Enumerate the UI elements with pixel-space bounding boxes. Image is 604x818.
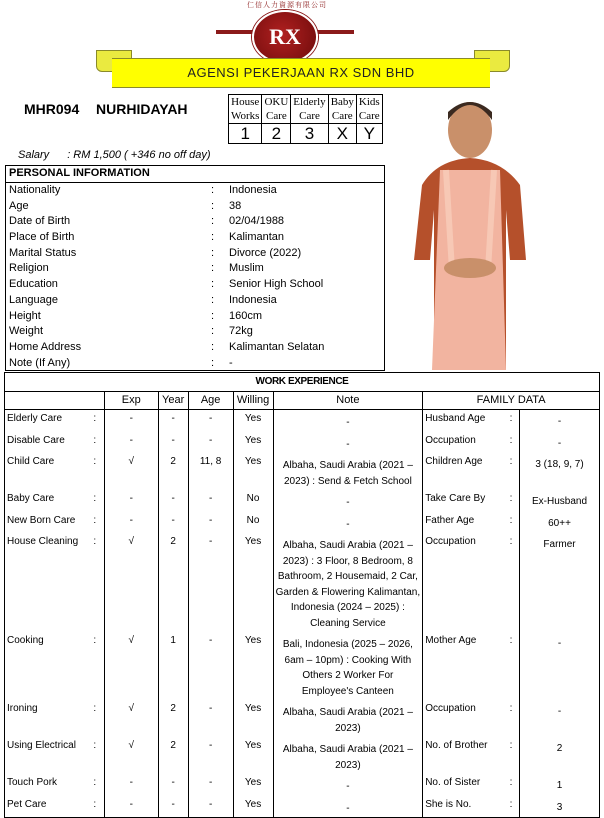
field-label: Nationality (9, 184, 61, 196)
colon-separator: : (91, 453, 104, 490)
field-value: 160cm (229, 309, 263, 322)
field-label: Marital Status (9, 246, 77, 259)
skill-value: 3 (291, 124, 328, 144)
colon-separator: : (508, 632, 520, 700)
colon-separator: : (211, 340, 215, 353)
personal-info-row (6, 309, 384, 325)
family-value: - (520, 432, 600, 454)
colon-separator: : (211, 293, 215, 306)
willing-value: Yes (233, 700, 273, 737)
personal-info-row (6, 183, 384, 199)
family-label: No. of Brother (425, 740, 488, 751)
family-label: Occupation (425, 536, 476, 547)
note-value: - (273, 432, 423, 454)
field-label: Place of Birth (9, 231, 75, 244)
colon-separator: : (211, 309, 215, 322)
note-value: Albaha, Saudi Arabia (2021 – 2023) : Send & Fetch School (273, 453, 423, 490)
field-value: Muslim (229, 262, 264, 275)
willing-value: Yes (233, 774, 273, 796)
field-label: Date of Birth (9, 215, 71, 228)
logo-chinese-text: 仁信人力資源有限公司 (247, 2, 327, 9)
skill-name: Using Electrical (5, 737, 92, 774)
note-value: Albaha, Saudi Arabia (2021 – 2023) (273, 700, 423, 737)
year-value: - (158, 796, 188, 818)
family-label: Take Care By (425, 493, 486, 504)
skill-name: Elderly Care (5, 410, 92, 432)
agency-logo (252, 10, 318, 64)
exp-value: √ (104, 700, 158, 737)
skill-value: 2 (262, 124, 291, 144)
year-value: - (158, 410, 188, 432)
note-value: - (273, 796, 423, 818)
skill-name: Baby Care (5, 490, 92, 512)
willing-value: Yes (233, 533, 273, 632)
family-value: - (520, 410, 600, 432)
colon-separator: : (211, 262, 215, 275)
colon-separator: : (91, 774, 104, 796)
field-label: Language (9, 293, 58, 306)
colon-separator: : (508, 410, 520, 432)
age-value: - (188, 512, 233, 534)
skill-value: 1 (229, 124, 262, 144)
company-name: AGENSI PEKERJAAN RX SDN BHD (187, 65, 415, 80)
colon-separator: : (508, 432, 520, 454)
willing-value: Yes (233, 453, 273, 490)
colon-separator: : (91, 533, 104, 632)
family-value: - (520, 700, 600, 737)
exp-value: √ (104, 737, 158, 774)
willing-value: Yes (233, 632, 273, 700)
year-value: 1 (158, 632, 188, 700)
age-value: - (188, 632, 233, 700)
colon-separator: : (508, 737, 520, 774)
skill-rating-table (228, 94, 383, 144)
field-value: 72kg (229, 325, 253, 338)
willing-value: No (233, 512, 273, 534)
field-label: Religion (9, 262, 49, 275)
work-experience-row (5, 774, 600, 796)
age-value: - (188, 700, 233, 737)
column-header: Age (188, 391, 233, 410)
colon-separator: : (508, 512, 520, 534)
field-label: Note (If Any) (9, 356, 71, 369)
field-label: Weight (9, 325, 44, 338)
exp-value: - (104, 774, 158, 796)
work-experience-row (5, 533, 600, 632)
family-value: - (520, 632, 600, 700)
colon-separator: : (211, 215, 215, 228)
work-experience-row (5, 700, 600, 737)
willing-value: No (233, 490, 273, 512)
skill-header: Baby Care (328, 95, 356, 124)
field-value: Divorce (2022) (229, 246, 302, 259)
work-experience-row (5, 632, 600, 700)
willing-value: Yes (233, 410, 273, 432)
field-value: Kalimantan (229, 231, 285, 244)
colon-separator: : (211, 199, 215, 212)
age-value: - (188, 410, 233, 432)
exp-value: - (104, 432, 158, 454)
candidate-photo (402, 90, 552, 370)
year-value: - (158, 432, 188, 454)
family-label: Mother Age (425, 635, 477, 646)
family-label: Father Age (425, 514, 475, 526)
year-value: - (158, 774, 188, 796)
skill-header: OKU Care (262, 95, 291, 124)
year-value: - (158, 490, 188, 512)
colon-separator: : (211, 325, 215, 338)
skill-value: Y (356, 124, 382, 144)
field-value: Indonesia (229, 293, 277, 306)
personal-info-row (6, 324, 384, 340)
note-value: Albaha, Saudi Arabia (2021 – 2023) : 3 Floor, 8 Bedroom, 8 Bathroom, 2 Housemaid, 2 Car, Garden & Flowering Kalimantan, Indonesia (2024 – 2025) : Cleaning Service (273, 533, 423, 632)
family-label: Occupation (425, 703, 476, 714)
family-label: Occupation (425, 434, 476, 446)
colon-separator: : (211, 184, 215, 196)
willing-value: Yes (233, 796, 273, 818)
exp-value: √ (104, 453, 158, 490)
age-value: - (188, 796, 233, 818)
exp-value: - (104, 410, 158, 432)
work-experience-row (5, 490, 600, 512)
year-value: 2 (158, 737, 188, 774)
willing-value: Yes (233, 737, 273, 774)
field-value: Indonesia (229, 184, 277, 196)
personal-info-row (6, 340, 384, 356)
colon-separator: : (211, 356, 215, 369)
exp-value: √ (104, 632, 158, 700)
exp-value: - (104, 512, 158, 534)
skill-name: New Born Care (5, 512, 92, 534)
year-value: 2 (158, 453, 188, 490)
colon-separator: : (508, 796, 520, 818)
candidate-code: MHR094 (24, 101, 80, 117)
skill-name: Child Care (5, 453, 92, 490)
colon-separator: : (91, 700, 104, 737)
personal-info-row (6, 214, 384, 230)
work-experience-row (5, 410, 600, 432)
skill-header: Elderly Care (291, 95, 328, 124)
skill-name: Disable Care (5, 432, 92, 454)
age-value: - (188, 737, 233, 774)
candidate-name: NURHIDAYAH (96, 101, 188, 117)
age-value: - (188, 533, 233, 632)
year-value: 2 (158, 700, 188, 737)
personal-info-row (6, 277, 384, 293)
age-value: - (188, 774, 233, 796)
exp-value: √ (104, 533, 158, 632)
field-label: Education (9, 278, 58, 291)
personal-info-row (6, 230, 384, 246)
personal-info-row (6, 293, 384, 309)
family-value: 3 (18, 9, 7) (520, 453, 600, 490)
colon-separator: : (508, 700, 520, 737)
salary-label: Salary (18, 149, 50, 161)
colon-separator: : (508, 453, 520, 490)
skill-value: X (328, 124, 356, 144)
willing-value: Yes (233, 432, 273, 454)
family-value: Farmer (520, 533, 600, 632)
exp-value: - (104, 490, 158, 512)
family-value: Ex-Husband (520, 490, 600, 512)
colon-separator: : (508, 533, 520, 632)
field-value: Kalimantan Selatan (229, 340, 325, 353)
column-header: Exp (104, 391, 158, 410)
field-label: Age (9, 199, 29, 212)
field-value: - (229, 356, 233, 369)
note-value: - (273, 490, 423, 512)
column-header: Willing (233, 391, 273, 410)
colon-separator: : (91, 632, 104, 700)
column-header (5, 391, 105, 410)
skill-header: House Works (229, 95, 262, 124)
column-header: FAMILY DATA (423, 391, 600, 410)
skill-name: Ironing (5, 700, 92, 737)
personal-information-section (5, 165, 385, 371)
colon-separator: : (211, 231, 215, 244)
section-title: PERSONAL INFORMATION (6, 166, 384, 183)
note-value: Bali, Indonesia (2025 – 2026, 6am – 10pm) : Cooking With Others 2 Worker For Employee's Canteen (273, 632, 423, 700)
logo-text: RX (269, 24, 301, 49)
age-value: 11, 8 (188, 453, 233, 490)
note-value: Albaha, Saudi Arabia (2021 – 2023) (273, 737, 423, 774)
work-experience-table (4, 372, 600, 818)
colon-separator: : (91, 490, 104, 512)
family-label: She is No. (423, 796, 508, 818)
note-value: - (273, 512, 423, 534)
skill-header: Kids Care (356, 95, 382, 124)
skill-name: Pet Care (5, 796, 92, 818)
personal-info-row (6, 356, 384, 372)
colon-separator: : (91, 796, 104, 818)
family-label: No. of Sister (425, 777, 481, 788)
colon-separator: : (91, 512, 104, 534)
agency-banner (0, 0, 604, 92)
year-value: 2 (158, 533, 188, 632)
age-value: - (188, 490, 233, 512)
colon-separator: : (508, 774, 520, 796)
colon-separator: : (508, 490, 520, 512)
column-header: Year (158, 391, 188, 410)
colon-separator: : (91, 410, 104, 432)
family-value: 60++ (520, 512, 600, 534)
work-experience-row (5, 737, 600, 774)
work-experience-title: WORK EXPERIENCE (5, 373, 600, 392)
colon-separator: : (91, 432, 104, 454)
note-value: - (273, 774, 423, 796)
company-ribbon (112, 58, 490, 88)
field-value: 38 (229, 199, 242, 212)
year-value: - (158, 512, 188, 534)
exp-value: - (104, 796, 158, 818)
family-label: Husband Age (425, 413, 486, 424)
field-label: Height (9, 309, 41, 322)
work-experience-row (5, 796, 600, 818)
salary-value: : RM 1,500 ( +346 no off day) (67, 149, 211, 161)
work-experience-row (5, 432, 600, 454)
column-header: Note (273, 391, 423, 410)
colon-separator: : (91, 737, 104, 774)
work-experience-row (5, 453, 600, 490)
colon-separator: : (211, 246, 215, 259)
age-value: - (188, 432, 233, 454)
personal-info-row (6, 261, 384, 277)
field-value: 02/04/1988 (229, 215, 285, 228)
field-label: Home Address (9, 340, 82, 353)
work-experience-row (5, 512, 600, 534)
colon-separator: : (211, 278, 215, 291)
family-value: 2 (520, 737, 600, 774)
skill-name: House Cleaning (5, 533, 92, 632)
family-label: Children Age (425, 456, 483, 467)
salary-line (18, 149, 211, 161)
note-value: - (273, 410, 423, 432)
skill-name: Cooking (5, 632, 92, 700)
personal-info-row (6, 246, 384, 262)
family-value: 3 (520, 796, 600, 818)
family-value: 1 (520, 774, 600, 796)
skill-name: Touch Pork (5, 774, 92, 796)
field-value: Senior High School (229, 278, 324, 291)
personal-info-row (6, 199, 384, 215)
